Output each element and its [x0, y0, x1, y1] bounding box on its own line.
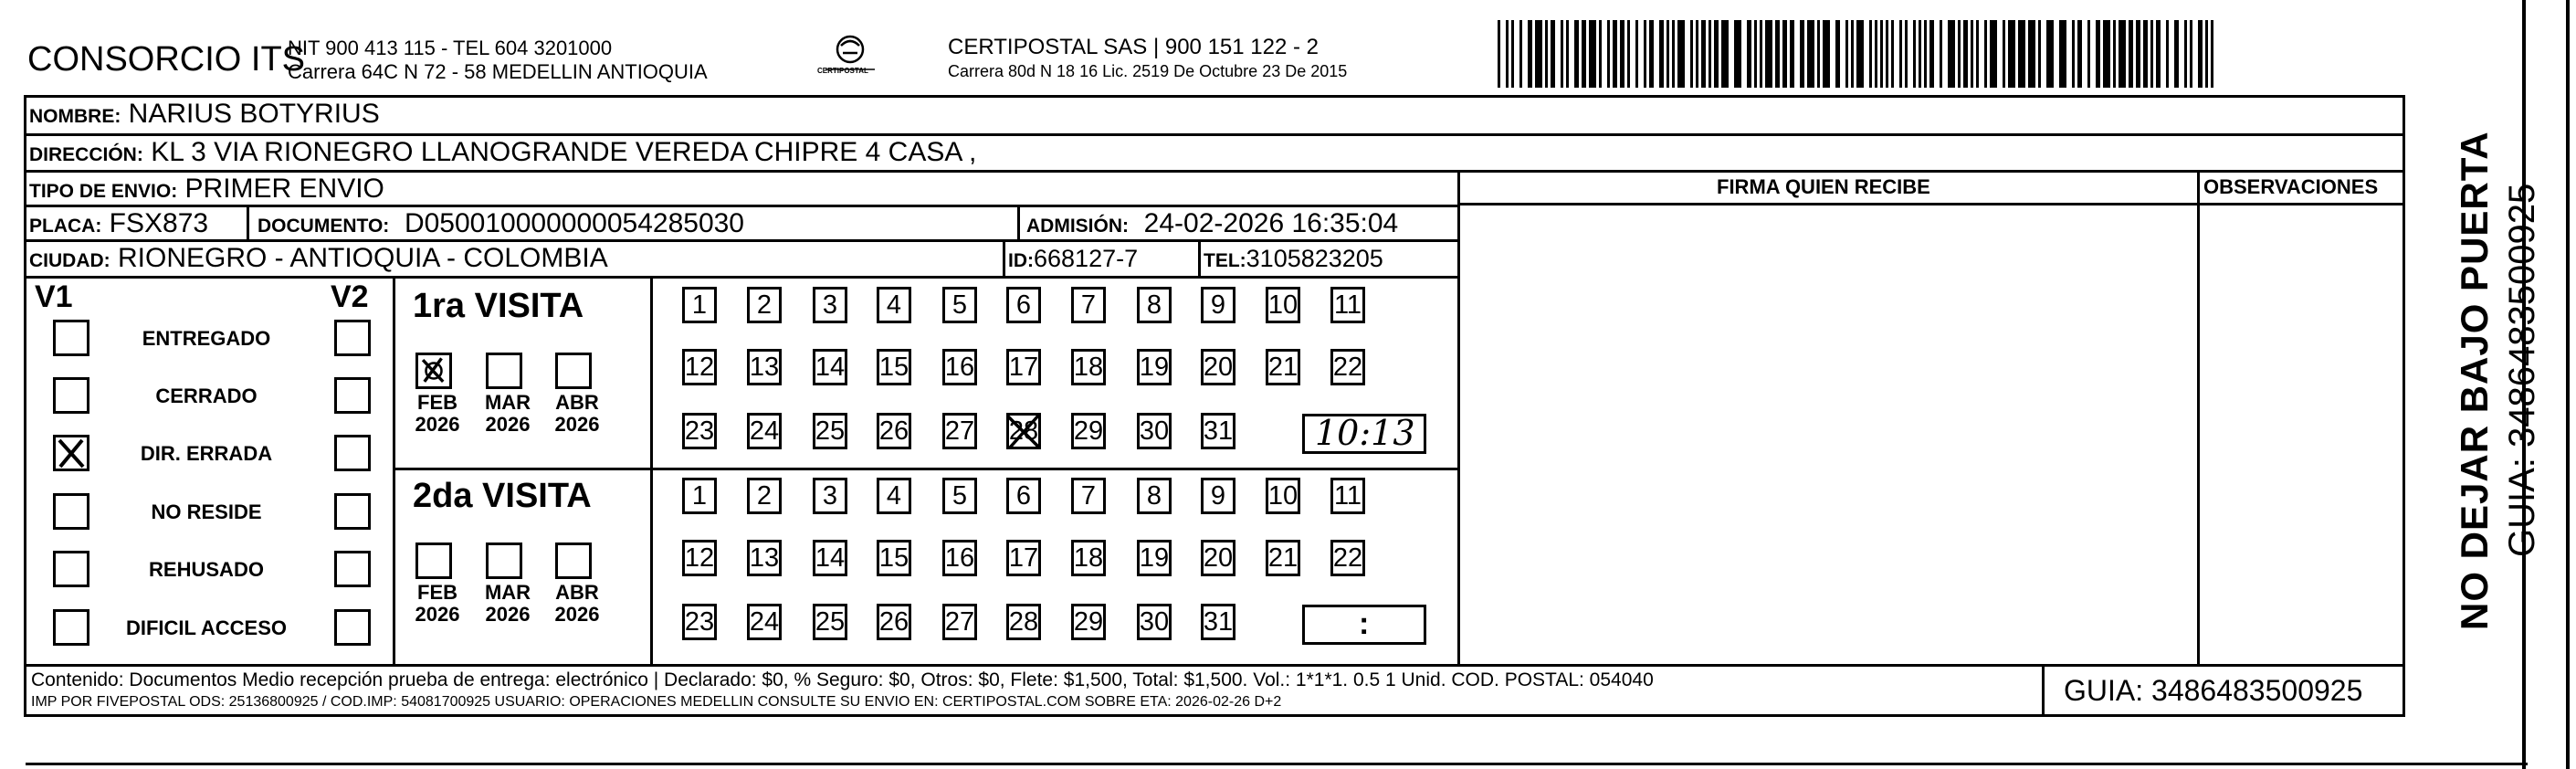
documento-label: DOCUMENTO:: [258, 216, 390, 237]
first-visit-month-checkbox-abr[interactable]: [555, 353, 592, 389]
barcode: [1498, 20, 2228, 92]
second-visit-day-19[interactable]: 19: [1137, 540, 1172, 576]
ciudad-field: [29, 243, 608, 274]
first-visit-day-9[interactable]: 9: [1201, 287, 1235, 323]
first-visit-day-15[interactable]: 15: [877, 349, 911, 385]
first-visit-day-19[interactable]: 19: [1137, 349, 1172, 385]
second-visit-day-25[interactable]: 25: [813, 604, 847, 640]
second-visit-day-14[interactable]: 14: [813, 540, 847, 576]
second-visit-month-checkbox-mar[interactable]: [486, 543, 522, 579]
status-label-dir-errada: DIR. ERRADA: [140, 442, 273, 465]
second-visit-month-label-mar: MAR: [484, 581, 531, 604]
first-visit-day-10[interactable]: 10: [1266, 287, 1300, 323]
first-visit-day-4[interactable]: 4: [877, 287, 911, 323]
first-visit-day-14[interactable]: 14: [813, 349, 847, 385]
status-label-cerrado: CERRADO: [155, 384, 258, 407]
first-visit-day-30[interactable]: 30: [1137, 413, 1172, 449]
nombre-label: NOMBRE:: [29, 106, 121, 127]
footer-guia: GUIA: 3486483500925: [2064, 674, 2363, 707]
first-visit-day-23[interactable]: 23: [682, 413, 717, 449]
second-visit-day-29[interactable]: 29: [1071, 604, 1106, 640]
first-visit-day-3[interactable]: 3: [813, 287, 847, 323]
v2-header: V2: [331, 279, 369, 314]
first-visit-day-12[interactable]: 12: [682, 349, 717, 385]
first-visit-month-label-abr: ABR: [555, 391, 599, 414]
first-visit-month-label-feb: FEB: [417, 391, 457, 414]
side-guia: GUIA: 3486483500925: [2502, 183, 2542, 557]
admision-label: ADMISIÓN:: [1026, 216, 1129, 237]
second-visit-day-27[interactable]: 27: [942, 604, 977, 640]
first-visit-month-checkbox-mar[interactable]: [486, 353, 522, 389]
second-visit-day-15[interactable]: 15: [877, 540, 911, 576]
first-visit-year-label: 2026: [554, 413, 600, 436]
first-visit-title: 1ra VISITA: [413, 287, 584, 325]
first-visit-day-31[interactable]: 31: [1201, 413, 1235, 449]
first-visit-day-5[interactable]: 5: [942, 287, 977, 323]
admision-field: [1026, 208, 1398, 239]
second-visit-day-22[interactable]: 22: [1330, 540, 1365, 576]
first-visit-day-8[interactable]: 8: [1137, 287, 1172, 323]
first-visit-day-28[interactable]: 28: [1006, 413, 1041, 449]
v2-checkbox-dificil-acceso[interactable]: [334, 609, 371, 646]
tipo-envio-value: PRIMER ENVIO: [184, 174, 384, 204]
second-visit-day-16[interactable]: 16: [942, 540, 977, 576]
v1-header: V1: [35, 279, 73, 314]
second-visit-day-13[interactable]: 13: [747, 540, 782, 576]
direccion-value: KL 3 VIA RIONEGRO LLANOGRANDE VEREDA CHIPRE 4 CASA ,: [151, 137, 977, 167]
carrier-address: Carrera 80d N 18 16 Lic. 2519 De Octubre 23 De 2015: [948, 62, 1348, 80]
admision-value: 24-02-2026 16:35:04: [1143, 208, 1399, 238]
second-visit-day-2[interactable]: 2: [747, 478, 782, 514]
tel-field: [1204, 245, 1383, 273]
second-visit-day-1[interactable]: 1: [682, 478, 717, 514]
v2-checkbox-no-reside[interactable]: [334, 493, 371, 530]
first-visit-day-18[interactable]: 18: [1071, 349, 1106, 385]
direccion-label: DIRECCIÓN:: [29, 144, 143, 165]
footer-content: Contenido: Documentos Medio recepción prueba de entrega: electrónico | Declarado: $0, % Seguro: $0, Otros: $0, Flete: $1,500, Total: $1,500. Vol.: 1*1*1. 0.5 1 Unid. COD. POSTAL: 054040: [31, 669, 1654, 690]
nombre-field: [29, 99, 380, 130]
side-warning: NO DEJAR BAJO PUERTA: [2453, 131, 2496, 630]
second-visit-day-7[interactable]: 7: [1071, 478, 1106, 514]
first-visit-day-26[interactable]: 26: [877, 413, 911, 449]
second-visit-day-9[interactable]: 9: [1201, 478, 1235, 514]
second-visit-day-30[interactable]: 30: [1137, 604, 1172, 640]
second-visit-day-5[interactable]: 5: [942, 478, 977, 514]
v2-checkbox-dir-errada[interactable]: [334, 435, 371, 471]
ciudad-label: CIUDAD:: [29, 250, 110, 271]
placa-value: FSX873: [109, 208, 209, 238]
v2-checkbox-cerrado[interactable]: [334, 377, 371, 414]
id-value: 668127-7: [1034, 245, 1139, 272]
first-visit-year-label: 2026: [415, 413, 460, 436]
nombre-value: NARIUS BOTYRIUS: [128, 99, 380, 129]
first-visit-day-17[interactable]: 17: [1006, 349, 1041, 385]
id-field: [1008, 245, 1138, 273]
second-visit-day-20[interactable]: 20: [1201, 540, 1235, 576]
first-visit-day-25[interactable]: 25: [813, 413, 847, 449]
documento-field: [258, 208, 744, 239]
direccion-field: [29, 137, 976, 168]
status-label-rehusado: REHUSADO: [149, 558, 264, 581]
second-visit-day-12[interactable]: 12: [682, 540, 717, 576]
firma-label: FIRMA QUIEN RECIBE: [1717, 175, 1930, 198]
second-visit-month-label-abr: ABR: [555, 581, 599, 604]
second-visit-day-11[interactable]: 11: [1330, 478, 1365, 514]
second-visit-month-checkbox-abr[interactable]: [555, 543, 592, 579]
first-visit-day-20[interactable]: 20: [1201, 349, 1235, 385]
first-visit-day-1[interactable]: 1: [682, 287, 717, 323]
first-visit-day-21[interactable]: 21: [1266, 349, 1300, 385]
logo-caption: CERTIPOSTAL: [817, 67, 868, 75]
status-label-dificil-acceso: DIFICIL ACCESO: [125, 616, 287, 639]
first-visit-day-11[interactable]: 11: [1330, 287, 1365, 323]
second-visit-day-24[interactable]: 24: [747, 604, 782, 640]
documento-value: D050010000000054285030: [404, 208, 744, 238]
first-visit-day-2[interactable]: 2: [747, 287, 782, 323]
second-visit-day-26[interactable]: 26: [877, 604, 911, 640]
first-visit-day-22[interactable]: 22: [1330, 349, 1365, 385]
v2-checkbox-entregado[interactable]: [334, 320, 371, 356]
second-visit-day-18[interactable]: 18: [1071, 540, 1106, 576]
company-name: CONSORCIO ITS: [27, 40, 306, 79]
first-visit-day-6[interactable]: 6: [1006, 287, 1041, 323]
tipo-envio-label: TIPO DE ENVIO:: [29, 181, 178, 202]
carrier-name: CERTIPOSTAL SAS | 900 151 122 - 2: [948, 35, 1319, 59]
id-label: ID:: [1008, 250, 1034, 271]
second-visit-day-23[interactable]: 23: [682, 604, 717, 640]
second-visit-time-separator: :: [1359, 606, 1370, 641]
second-visit-day-10[interactable]: 10: [1266, 478, 1300, 514]
first-visit-year-label: 2026: [485, 413, 531, 436]
second-visit-day-31[interactable]: 31: [1201, 604, 1235, 640]
second-visit-day-6[interactable]: 6: [1006, 478, 1041, 514]
first-visit-day-7[interactable]: 7: [1071, 287, 1106, 323]
second-visit-day-21[interactable]: 21: [1266, 540, 1300, 576]
first-visit-day-27[interactable]: 27: [942, 413, 977, 449]
ciudad-value: RIONEGRO - ANTIOQUIA - COLOMBIA: [118, 243, 608, 273]
first-visit-time: 10:13: [1315, 413, 1415, 453]
first-visit-month-label-mar: MAR: [484, 391, 531, 414]
placa-field: [29, 208, 208, 239]
company-nit: NIT 900 413 115 - TEL 604 3201000: [288, 37, 613, 59]
first-visit-day-28-mark: [1003, 409, 1046, 458]
second-visit-month-label-feb: FEB: [417, 581, 457, 604]
second-visit-title: 2da VISITA: [413, 477, 592, 515]
second-visit-day-4[interactable]: 4: [877, 478, 911, 514]
tel-label: TEL:: [1204, 250, 1246, 271]
observaciones-label: OBSERVACIONES: [2203, 175, 2379, 198]
first-visit-day-13[interactable]: 13: [747, 349, 782, 385]
second-visit-day-17[interactable]: 17: [1006, 540, 1041, 576]
v2-checkbox-rehusado[interactable]: [334, 551, 371, 587]
first-visit-day-24[interactable]: 24: [747, 413, 782, 449]
second-visit-year-label: 2026: [415, 603, 460, 626]
first-visit-day-16[interactable]: 16: [942, 349, 977, 385]
second-visit-year-label: 2026: [554, 603, 600, 626]
second-visit-month-checkbox-feb[interactable]: [415, 543, 452, 579]
second-visit-day-8[interactable]: 8: [1137, 478, 1172, 514]
second-visit-day-28[interactable]: 28: [1006, 604, 1041, 640]
company-address: Carrera 64C N 72 - 58 MEDELLIN ANTIOQUIA: [288, 60, 708, 83]
first-visit-month-checkbox-feb[interactable]: [415, 353, 452, 389]
placa-label: PLACA:: [29, 216, 102, 237]
first-visit-day-29[interactable]: 29: [1071, 413, 1106, 449]
second-visit-year-label: 2026: [485, 603, 531, 626]
second-visit-day-3[interactable]: 3: [813, 478, 847, 514]
status-label-no-reside: NO RESIDE: [151, 500, 262, 523]
tel-value: 3105823205: [1246, 245, 1383, 272]
footer-print-info: IMP POR FIVEPOSTAL ODS: 25136800925 / COD.IMP: 54081700925 USUARIO: OPERACIONES MEDELLIN CONSULTE SU ENVIO EN: CERTIPOSTAL.COM SOBRE ETA: 2026-02-26 D+2: [31, 694, 1282, 710]
tipo-envio-field: [29, 174, 384, 205]
status-label-entregado: ENTREGADO: [142, 327, 271, 350]
